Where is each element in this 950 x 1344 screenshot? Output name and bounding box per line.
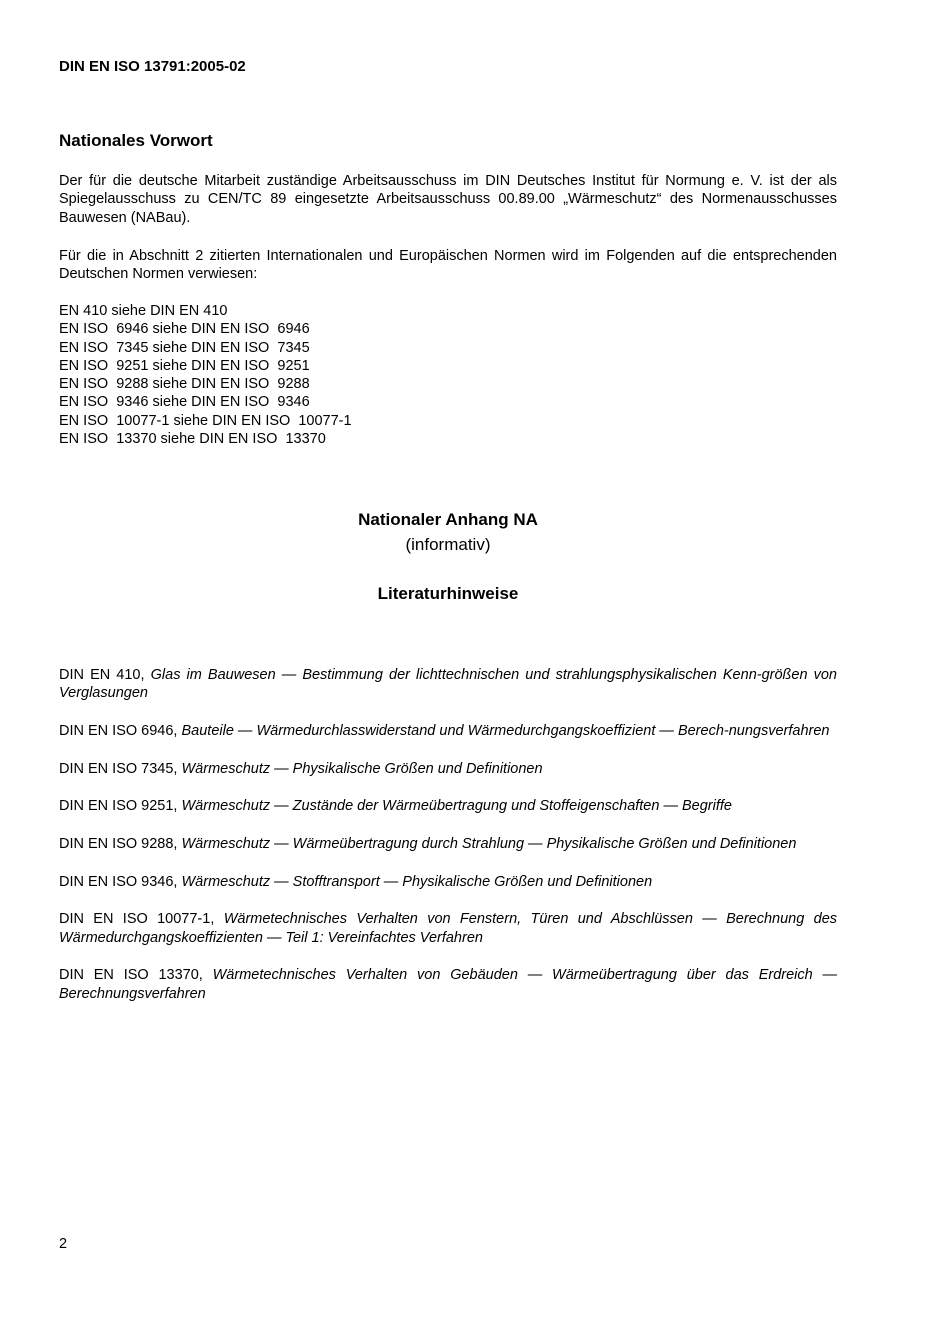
reference-title: Bauteile — Wärmedurchlasswiderstand und Wärmedurchgangskoeffizient — Berech-nungsverfahren [181, 722, 830, 739]
norm-reference-item: EN ISO 10077-1 siehe DIN EN ISO 10077-1 [59, 412, 352, 429]
bibliography-entry [59, 666, 837, 703]
reference-code: DIN EN ISO 9251, [59, 798, 178, 815]
bibliography-title: Literaturhinweise [377, 584, 519, 603]
norm-reference-item: EN ISO 9251 siehe DIN EN ISO 9251 [59, 357, 310, 374]
bibliography-entry [59, 797, 837, 815]
reference-code: DIN EN 410, [59, 667, 145, 683]
foreword-paragraph-1: Der für die deutsche Mitarbeit zuständige Arbeitsausschuss im DIN Deutsches Institut für Normung e. V. ist der als Spiegelausschuss zu CEN/TC 89 eingesetzte Arbeitsausschuss 00.89.00 „Wärmeschutz“ des Normenausschusses Bauwesen (NABau). [59, 173, 837, 226]
norm-reference-item: EN ISO 9346 siehe DIN EN ISO 9346 [59, 394, 310, 411]
reference-code: DIN EN ISO 7345, [59, 760, 178, 777]
bibliography-entry [59, 966, 837, 1003]
norm-reference-item: EN 410 siehe DIN EN 410 [59, 303, 228, 319]
reference-title: Wärmeschutz — Physikalische Größen und Definitionen [181, 760, 543, 777]
document-id: DIN EN ISO 13791:2005-02 [59, 58, 246, 75]
norm-reference-list [59, 302, 352, 448]
reference-title: Wärmeschutz — Zustände der Wärmeübertragung und Stoffeigenschaften — Begriffe [181, 798, 732, 815]
reference-title: Wärmetechnisches Verhalten von Fenstern, Türen und Abschlüssen — Berechnung des Wärmedurchgangskoeffizienten — Teil 1: Vereinfachtes Verfahren [59, 911, 838, 946]
norm-reference-item: EN ISO 6946 siehe DIN EN ISO 6946 [59, 321, 310, 338]
foreword-paragraph-2: Für die in Abschnitt 2 zitierten Internationalen und Europäischen Normen wird im Folgenden auf die entsprechenden Deutschen Normen verwiesen: [59, 248, 837, 283]
reference-code: DIN EN ISO 13370, [59, 967, 203, 984]
annex-title: Nationaler Anhang NA [358, 510, 538, 529]
norm-reference-item: EN ISO 7345 siehe DIN EN ISO 7345 [59, 339, 310, 356]
reference-code: DIN EN ISO 10077-1, [59, 911, 215, 928]
reference-code: DIN EN ISO 9346, [59, 873, 178, 890]
page-number: 2 [59, 1236, 68, 1252]
bibliography-entry [59, 910, 837, 947]
reference-title: Wärmetechnisches Verhalten von Gebäuden — Wärmeübertragung über das Erdreich — Berechnungsverfahren [59, 967, 837, 1002]
annex-subtitle: (informativ) [405, 535, 491, 554]
reference-title: Glas im Bauwesen — Bestimmung der lichttechnischen und strahlungsphysikalischen Kenn-größen von Verglasungen [59, 667, 837, 702]
reference-title: Wärmeschutz — Wärmeübertragung durch Strahlung — Physikalische Größen und Definitionen [181, 836, 797, 853]
norm-reference-item: EN ISO 9288 siehe DIN EN ISO 9288 [59, 376, 310, 393]
bibliography-entry [59, 835, 837, 853]
norm-reference-item: EN ISO 13370 siehe DIN EN ISO 13370 [59, 431, 326, 448]
reference-title: Wärmeschutz — Stofftransport — Physikalische Größen und Definitionen [181, 873, 653, 890]
reference-code: DIN EN ISO 6946, [59, 722, 178, 739]
foreword-title: Nationales Vorwort [59, 131, 213, 150]
bibliography-entry [59, 760, 837, 778]
bibliography-list [59, 666, 837, 1022]
reference-code: DIN EN ISO 9288, [59, 836, 178, 853]
bibliography-entry [59, 722, 837, 740]
bibliography-entry [59, 873, 837, 891]
